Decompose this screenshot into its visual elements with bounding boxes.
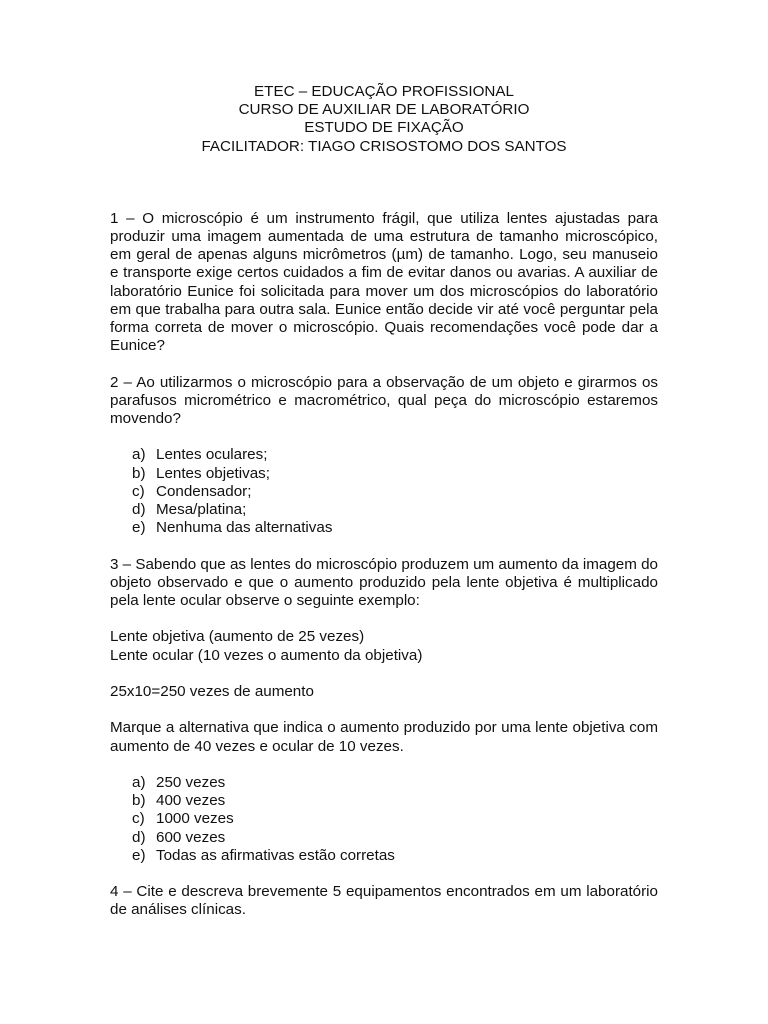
option-item xyxy=(132,501,658,519)
option-item xyxy=(132,519,658,537)
option-label: Lentes objetivas; xyxy=(156,464,270,482)
spacer xyxy=(110,355,658,373)
spacer xyxy=(110,428,658,446)
option-label: 400 vezes xyxy=(156,792,226,810)
option-item xyxy=(132,847,658,865)
question-2: 2 – Ao utilizarmos o microscópio para a observação de um objeto e girarmos os parafusos micrométrico e macrométrico, qual peça do microscópio estaremos movendo? xyxy=(110,373,658,428)
option-label: 1000 vezes xyxy=(156,810,234,828)
document-header xyxy=(110,83,658,156)
option-marker: d) xyxy=(132,501,146,519)
document-page xyxy=(110,83,658,920)
spacer xyxy=(110,610,658,628)
example-ocular: Lente ocular (10 vezes o aumento da objetiva) xyxy=(110,646,423,664)
option-label: Condensador; xyxy=(156,482,252,500)
option-item xyxy=(132,465,658,483)
spacer xyxy=(110,665,658,683)
option-marker: d) xyxy=(132,828,146,846)
question-4: 4 – Cite e descreva brevemente 5 equipamentos encontrados em um laboratório de análises clínicas. xyxy=(110,883,658,919)
header-title: ESTUDO DE FIXAÇÃO xyxy=(304,119,464,137)
question-3: 3 – Sabendo que as lentes do microscópio produzem um aumento da imagem do objeto observado e que o aumento produzido pela lente objetiva é multiplicado pela lente ocular observe o seguinte exemplo: xyxy=(110,555,658,610)
option-item xyxy=(132,829,658,847)
spacer xyxy=(110,701,658,719)
option-marker: a) xyxy=(132,446,146,464)
option-marker: e) xyxy=(132,846,146,864)
spacer xyxy=(110,537,658,555)
option-label: Nenhuma das alternativas xyxy=(156,519,333,537)
document-body xyxy=(110,210,658,920)
option-item xyxy=(132,446,658,464)
option-marker: b) xyxy=(132,464,146,482)
option-item xyxy=(132,810,658,828)
option-label: Mesa/platina; xyxy=(156,501,247,519)
example-objective: Lente objetiva (aumento de 25 vezes) xyxy=(110,628,365,646)
option-marker: c) xyxy=(132,482,145,500)
option-marker: b) xyxy=(132,792,146,810)
question-1: 1 – O microscópio é um instrumento frágil, que utiliza lentes ajustadas para produzir uma imagem aumentada de uma estrutura de tamanho microscópico, em geral de apenas alguns micrômetros (µm) de tamanho. Logo, seu manuseio e transporte exige certos cuidados a fim de evitar danos ou avarias. A auxiliar de laboratório Eunice foi solicitada para mover um dos microscópios do laboratório em que trabalha para outra sala. Eunice então decide vir até você perguntar pela forma correta de mover o microscópio. Quais recomendações você pode dar a Eunice? xyxy=(110,209,658,355)
header-school: ETEC – EDUCAÇÃO PROFISSIONAL xyxy=(254,83,514,100)
option-label: 600 vezes xyxy=(156,828,226,846)
question-3-prompt: Marque a alternativa que indica o aumento produzido por uma lente objetiva com aumento de 40 vezes e ocular de 10 vezes. xyxy=(110,719,658,755)
header-course: CURSO DE AUXILIAR DE LABORATÓRIO xyxy=(238,101,530,119)
question-2-options xyxy=(110,446,658,537)
option-item xyxy=(132,792,658,810)
example-calculation: 25x10=250 vezes de aumento xyxy=(110,683,314,701)
option-label: Todas as afirmativas estão corretas xyxy=(156,846,395,864)
question-3-options xyxy=(110,774,658,865)
spacer xyxy=(110,756,658,774)
option-item xyxy=(132,774,658,792)
option-label: 250 vezes xyxy=(156,774,226,791)
option-marker: e) xyxy=(132,519,146,537)
spacer xyxy=(110,865,658,883)
option-item xyxy=(132,483,658,501)
header-facilitator: FACILITADOR: TIAGO CRISOSTOMO DOS SANTOS xyxy=(201,137,567,155)
option-marker: c) xyxy=(132,810,145,828)
option-marker: a) xyxy=(132,774,146,791)
option-label: Lentes oculares; xyxy=(156,446,268,464)
